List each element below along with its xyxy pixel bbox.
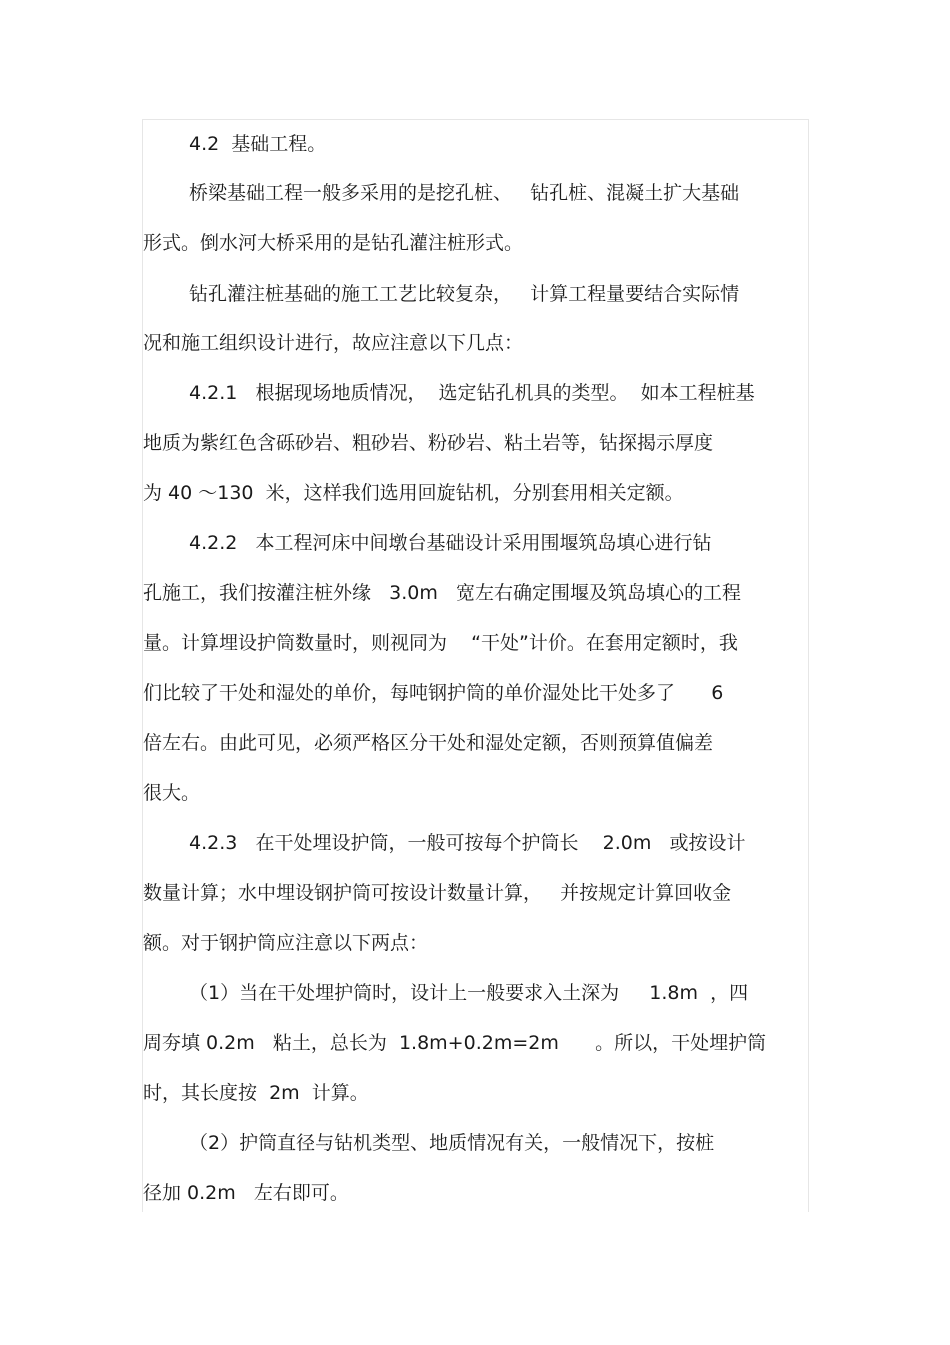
paragraph-line: 形式。倒水河大桥采用的是钻孔灌注桩形式。: [143, 232, 524, 254]
paragraph-line: 钻孔灌注桩基础的施工工艺比较复杂， 计算工程量要结合实际情: [189, 283, 740, 305]
paragraph-line: （2）护筒直径与钻机类型、地质情况有关，一般情况下，按桩: [189, 1132, 715, 1154]
paragraph-line: 很大。: [143, 782, 201, 804]
paragraph-line: 时，其长度按 2m 计算。: [143, 1082, 369, 1104]
paragraph-line: 额。对于钢护筒应注意以下两点：: [143, 932, 429, 954]
paragraph-line: 数量计算；水中埋设钢护筒可按设计数量计算， 并按规定计算回收金: [143, 882, 732, 904]
paragraph-line: 倍左右。由此可见，必须严格区分干处和湿处定额，否则预算值偏差: [143, 732, 714, 754]
section-heading: 4.2 基础工程。: [189, 133, 327, 155]
paragraph-line: 桥梁基础工程一般多采用的是挖孔桩、 钻孔桩、混凝土扩大基础: [189, 182, 740, 204]
paragraph-line: 地质为紫红色含砾砂岩、粗砂岩、粉砂岩、粘土岩等，钻探揭示厚度: [143, 432, 714, 454]
paragraph-line: 周夯填 0.2m 粘土，总长为 1.8m+0.2m=2m 。所以，干处埋护筒: [143, 1032, 767, 1054]
paragraph-line: （1）当在干处埋护筒时，设计上一般要求入土深为 1.8m ，四: [189, 982, 749, 1004]
paragraph-line: 们比较了干处和湿处的单价，每吨钢护筒的单价湿处比干处多了 6: [143, 682, 724, 704]
paragraph-line: 量。计算埋设护筒数量时，则视同为 “干处”计价。在套用定额时，我: [143, 632, 738, 654]
paragraph-line: 4.2.3 在干处埋设护筒，一般可按每个护筒长 2.0m 或按设计: [189, 832, 746, 854]
paragraph-line: 4.2.2 本工程河床中间墩台基础设计采用围堰筑岛填心进行钻: [189, 532, 712, 554]
paragraph-line: 径加 0.2m 左右即可。: [143, 1182, 349, 1204]
paragraph-line: 为 40 ～130 米，这样我们选用回旋钻机，分别套用相关定额。: [143, 482, 684, 504]
document-page: [142, 119, 809, 1212]
paragraph-line: 4.2.1 根据现场地质情况， 选定钻孔机具的类型。 如本工程桩基: [189, 382, 755, 404]
paragraph-line: 况和施工组织设计进行，故应注意以下几点：: [143, 332, 524, 354]
paragraph-line: 孔施工，我们按灌注桩外缘 3.0m 宽左右确定围堰及筑岛填心的工程: [143, 582, 741, 604]
